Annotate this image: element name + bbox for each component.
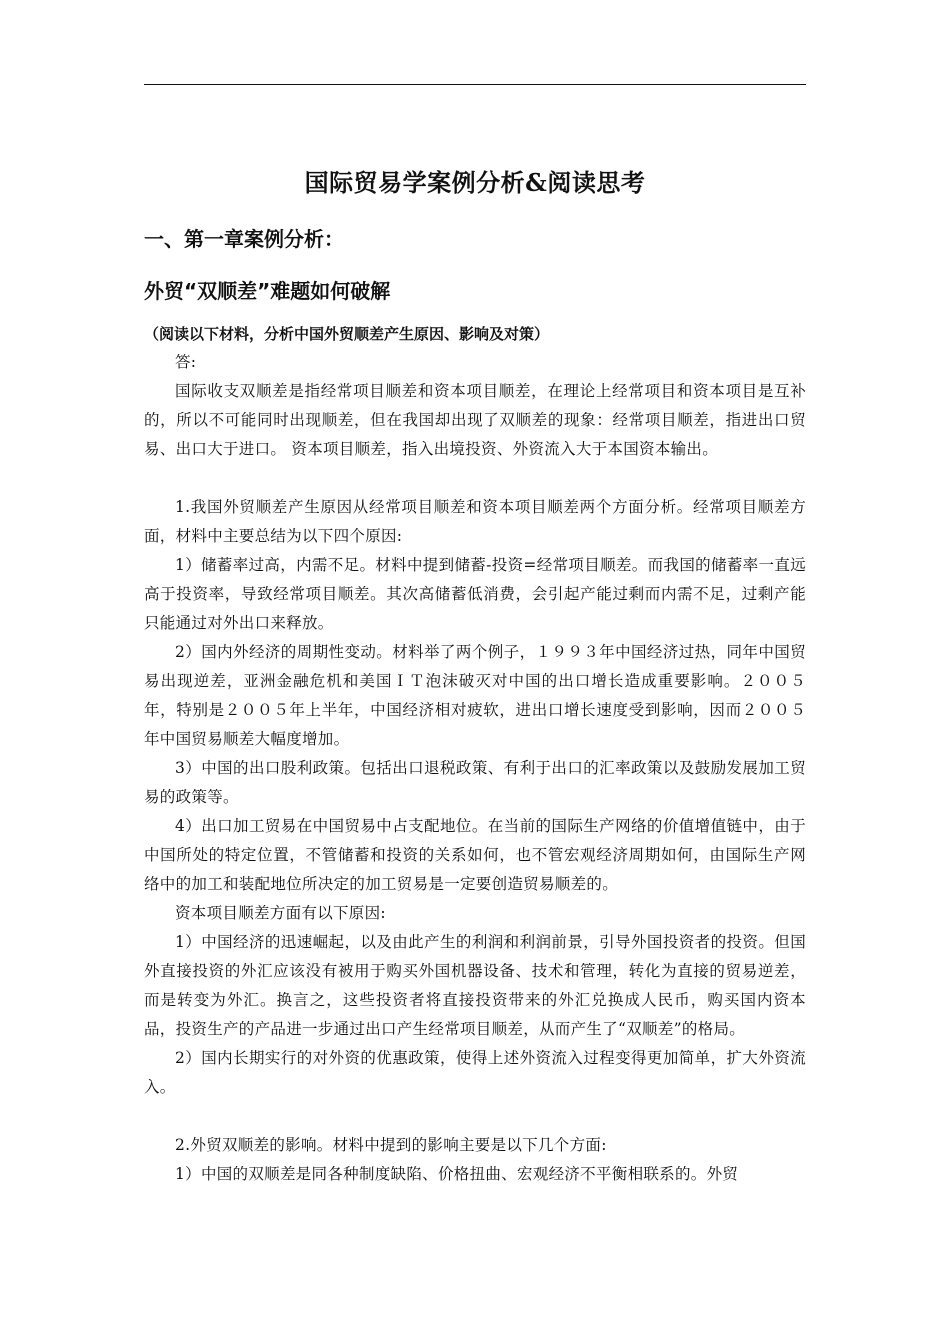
document-title: 国际贸易学案例分析&阅读思考 <box>304 168 646 197</box>
paragraph-intro: 国际收支双顺差是指经常项目顺差和资本项目顺差，在理论上经常项目和资本项目是互补的，所以不可能同时出现顺差，但在我国却出现了双顺差的现象：经常项目顺差，指进出口贸易、出口大于进口。 资本项目顺差，指入出境投资、外资流入大于本国资本输出。 <box>144 382 806 458</box>
paragraph-capital-1: 1）中国经济的迅速崛起，以及由此产生的利润和利润前景，引导外国投资者的投资。但国外直接投资的外汇应该没有被用于购买外国机器设备、技术和管理，转化为直接的贸易逆差，而是转变为外汇。换言之，这些投资者将直接投资带来的外汇兑换成人民币，购买国内资本品，投资生产的产品进一步通过出口产生经常项目顺差，从而产生了“双顺差”的格局。 <box>144 933 806 1038</box>
case-title: 外贸“双顺差”难题如何破解 <box>144 279 391 303</box>
case-instruction: （阅读以下材料，分析中国外贸顺差产生原因、影响及对策） <box>144 325 550 343</box>
answer-label: 答: <box>175 353 197 371</box>
paragraph-cause-4: 4）出口加工贸易在中国贸易中占支配地位。在当前的国际生产网络的价值增值链中，由于中国所处的特定位置，不管储蓄和投资的关系如何，也不管宏观经济周期如何，由国际生产网络中的加工和装配地位所决定的加工贸易是一定要创造贸易顺差的。 <box>144 817 806 893</box>
paragraph-capital-heading: 资本项目顺差方面有以下原因: <box>175 904 386 922</box>
document-body <box>144 160 806 1189</box>
paragraph-effect-1: 1）中国的双顺差是同各种制度缺陷、价格扭曲、宏观经济不平衡相联系的。外贸 <box>175 1165 739 1183</box>
paragraph-gap <box>144 1102 806 1131</box>
paragraph-causes: 1.我国外贸顺差产生原因从经常项目顺差和资本项目顺差两个方面分析。经常项目顺差方面，材料中主要总结为以下四个原因: <box>144 498 806 545</box>
paragraph-gap <box>144 464 806 493</box>
section-heading: 一、第一章案例分析： <box>144 227 344 251</box>
paragraph-cause-2: 2）国内外经济的周期性变动。材料举了两个例子，１９９３年中国经济过热，同年中国贸易出现逆差，亚洲金融危机和美国ＩＴ泡沫破灭对中国的出口增长造成重要影响。２００５年，特别是２００５年上半年，中国经济相对疲软，进出口增长速度受到影响，因而２００５年中国贸易顺差大幅度增加。 <box>144 643 806 748</box>
header-rule <box>144 84 806 85</box>
paragraph-capital-2: 2）国内长期实行的对外资的优惠政策，使得上述外资流入过程变得更加简单，扩大外资流入。 <box>144 1049 806 1096</box>
paragraph-cause-1: 1）储蓄率过高，内需不足。材料中提到储蓄-投资=经常项目顺差。而我国的储蓄率一直远高于投资率，导致经常项目顺差。其次高储蓄低消费，会引起产能过剩而内需不足，过剩产能只能通过对外出口来释放。 <box>144 556 806 632</box>
paragraph-cause-3: 3）中国的出口股利政策。包括出口退税政策、有利于出口的汇率政策以及鼓励发展加工贸易的政策等。 <box>144 759 806 806</box>
paragraph-effects: 2.外贸双顺差的影响。材料中提到的影响主要是以下几个方面: <box>175 1136 607 1154</box>
